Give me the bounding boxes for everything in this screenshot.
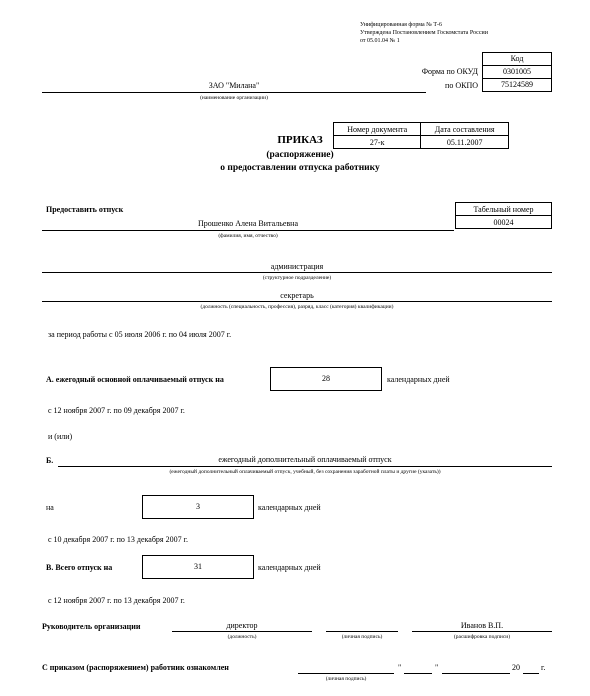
section-v-days-suffix: календарных дней	[258, 563, 321, 572]
date-header: Дата составления	[421, 123, 509, 136]
form-note-line1: Унифицированная форма № Т-6	[360, 22, 443, 28]
work-period: за период работы с 05 июля 2006 г. по 04 июля 2007 г.	[48, 330, 232, 339]
employee-name: Прошенко Алена Витальевна	[197, 219, 299, 228]
grant-label: Предоставить отпуск	[46, 205, 124, 214]
form-note-line2: Утверждена Постановлением Госкомстата России	[360, 30, 488, 36]
section-b-type: ежегодный дополнительный оплачиваемый отпуск	[218, 455, 392, 464]
tab-header: Табельный номер	[456, 203, 552, 216]
head-signature-caption: (личная подпись)	[341, 634, 383, 640]
section-b-caption: (ежегодный дополнительный оплачиваемый отпуск, учебный, без сохранения заработной платы и другие (указать))	[169, 469, 441, 475]
okud-label: Форма по ОКУД	[421, 67, 478, 76]
document-subject: о предоставлении отпуска работнику	[220, 163, 380, 173]
section-b-days-suffix: календарных дней	[258, 503, 321, 512]
form-note-line3: от 05.01.04 № 1	[360, 38, 400, 44]
okud-value: 0301005	[482, 65, 552, 79]
position: секретарь	[280, 291, 314, 300]
employee-name-caption: (фамилия, имя, отчество)	[218, 233, 278, 239]
or-label: и (или)	[48, 432, 73, 441]
ack-signature-caption: (личная подпись)	[325, 676, 367, 682]
document-number-table	[333, 122, 509, 149]
head-name-caption: (расшифровка подписи)	[453, 634, 511, 640]
number-value: 27-к	[334, 136, 421, 149]
section-a-label: А. ежегодный основной оплачиваемый отпуск на	[46, 375, 224, 384]
document-title: ПРИКАЗ	[277, 134, 323, 146]
department: администрация	[270, 262, 324, 271]
position-caption: (должность (специальность, профессия), разряд, класс (категория) квалификации)	[200, 304, 394, 310]
code-header: Код	[482, 52, 552, 66]
department-caption: (структурное подразделение)	[262, 275, 332, 281]
section-a-dates: с 12 ноября 2007 г. по 09 декабря 2007 г.	[48, 406, 185, 415]
okpo-label: по ОКПО	[445, 81, 478, 90]
head-position: директор	[226, 621, 258, 630]
section-b-na: на	[46, 503, 54, 512]
head-position-caption: (должность)	[227, 634, 257, 640]
ack-quote-open: "	[398, 663, 402, 672]
date-value: 05.11.2007	[421, 136, 509, 149]
tab-number-table	[455, 202, 552, 229]
head-label: Руководитель организации	[42, 622, 141, 631]
section-b-label: Б.	[46, 456, 54, 465]
ack-label: С приказом (распоряжением) работник ознакомлен	[42, 663, 229, 672]
section-a-days-suffix: календарных дней	[387, 375, 450, 384]
document-subtitle: (распоряжение)	[266, 150, 334, 160]
organization-caption: (наименование организации)	[200, 95, 268, 101]
okpo-value: 75124589	[482, 78, 552, 92]
tab-value: 00024	[456, 216, 552, 229]
number-header: Номер документа	[334, 123, 421, 136]
organization-name: ЗАО "Милана"	[208, 81, 260, 90]
head-name: Иванов В.П.	[460, 621, 504, 630]
section-v-label: В. Всего отпуск на	[46, 563, 113, 572]
section-b-dates: с 10 декабря 2007 г. по 13 декабря 2007 г.	[48, 535, 188, 544]
section-v-days: 31	[142, 555, 254, 579]
section-b-days: 3	[142, 495, 254, 519]
ack-year-suffix: г.	[541, 663, 546, 672]
ack-quote-close: "	[435, 663, 439, 672]
section-a-days: 28	[270, 367, 382, 391]
ack-year-prefix: 20	[512, 663, 520, 672]
section-v-dates: с 12 ноября 2007 г. по 13 декабря 2007 г.	[48, 596, 185, 605]
